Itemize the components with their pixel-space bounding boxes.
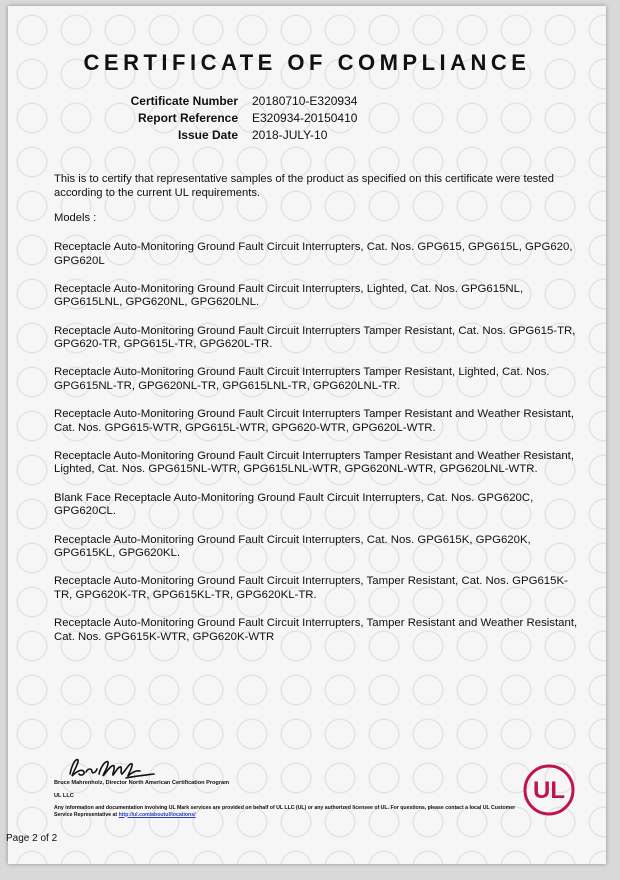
certificate-title: CERTIFICATE OF COMPLIANCE xyxy=(83,50,531,75)
certificate-meta xyxy=(68,93,357,144)
report-reference-row xyxy=(68,110,357,127)
signature-image xyxy=(66,754,156,782)
model-entry: Receptacle Auto-Monitoring Ground Fault Circuit Interrupters Tamper Resistant, Cat. Nos. GPG615-TR, GPG620-TR, GPG615L-TR, GPG620L-TR. xyxy=(54,324,576,351)
model-entry: Receptacle Auto-Monitoring Ground Fault Circuit Interrupters Tamper Resistant, Lighted, Cat. Nos. GPG615NL-TR, GPG620NL-TR, GPG615LNL-TR, GPG620LNL-TR. xyxy=(54,366,550,392)
model-entry: Receptacle Auto-Monitoring Ground Fault Circuit Interrupters, Cat. Nos. GPG615K, GPG620K, GPG615KL, GPG620KL. xyxy=(54,533,531,560)
model-entry: Receptacle Auto-Monitoring Ground Fault Circuit Interrupters, Tamper Resistant, Cat. Nos. GPG615K-TR, GPG620K-TR, GPG615KL-TR, GPG620KL-TR. xyxy=(54,575,568,601)
disclaimer xyxy=(54,805,524,818)
models-label: Models : xyxy=(54,212,97,224)
model-entry: Receptacle Auto-Monitoring Ground Fault Circuit Interrupters, Tamper Resistant and Weather Resistant, Cat. Nos. GPG615K-WTR, GPG620K-WTR xyxy=(54,617,578,643)
ul-logo-text: UL xyxy=(533,777,565,804)
locations-link[interactable]: http://ul.com/aboutul/locations/ xyxy=(118,811,196,818)
certificate-page xyxy=(8,6,606,864)
company-name: UL LLC xyxy=(54,793,74,799)
disclaimer-text: Any information and documentation involving UL Mark services are provided on behalf of UL LLC (UL) or any authorized licensee of UL. For questions, please contact a local UL Customer Service Representative at xyxy=(54,805,516,818)
certificate-number-row xyxy=(68,93,357,110)
report-reference-value: E320934-20150410 xyxy=(252,111,358,125)
certificate-number-label: Certificate Number xyxy=(130,94,238,108)
intro-paragraph: This is to certify that representative samples of the product as specified on this certificate were tested according to the current UL requirements. xyxy=(54,173,554,199)
model-entry: Blank Face Receptacle Auto-Monitoring Ground Fault Circuit Interrupters, Cat. Nos. GPG620C, GPG620CL. xyxy=(54,491,534,518)
models-list xyxy=(54,241,578,659)
model-entry: Receptacle Auto-Monitoring Ground Fault Circuit Interrupters, Cat. Nos. GPG615, GPG615L, GPG620, GPG620L xyxy=(54,241,573,267)
ul-logo-icon xyxy=(523,764,575,816)
report-reference-label: Report Reference xyxy=(137,111,238,125)
certificate-number-value: 20180710-E320934 xyxy=(252,94,358,108)
page-indicator: Page 2 of 2 xyxy=(6,833,58,844)
model-entry: Receptacle Auto-Monitoring Ground Fault Circuit Interrupters, Lighted, Cat. Nos. GPG615NL, GPG615LNL, GPG620NL, GPG620LNL. xyxy=(54,282,524,309)
issue-date-label: Issue Date xyxy=(177,128,238,142)
issue-date-value: 2018-JULY-10 xyxy=(252,128,328,142)
signer-name: Bruce Mahrenholz, Director North American Certification Program xyxy=(54,780,230,786)
model-entry: Receptacle Auto-Monitoring Ground Fault Circuit Interrupters Tamper Resistant and Weather Resistant, Lighted, Cat. Nos. GPG615NL-WTR, GPG615LNL-WTR, GPG620NL-WTR, GPG620LNL-WTR. xyxy=(54,449,574,476)
model-entry: Receptacle Auto-Monitoring Ground Fault Circuit Interrupters Tamper Resistant and Weather Resistant, Cat. Nos. GPG615-WTR, GPG615L-WTR, GPG620-WTR, GPG620L-WTR. xyxy=(54,408,574,434)
issue-date-row xyxy=(68,127,357,144)
